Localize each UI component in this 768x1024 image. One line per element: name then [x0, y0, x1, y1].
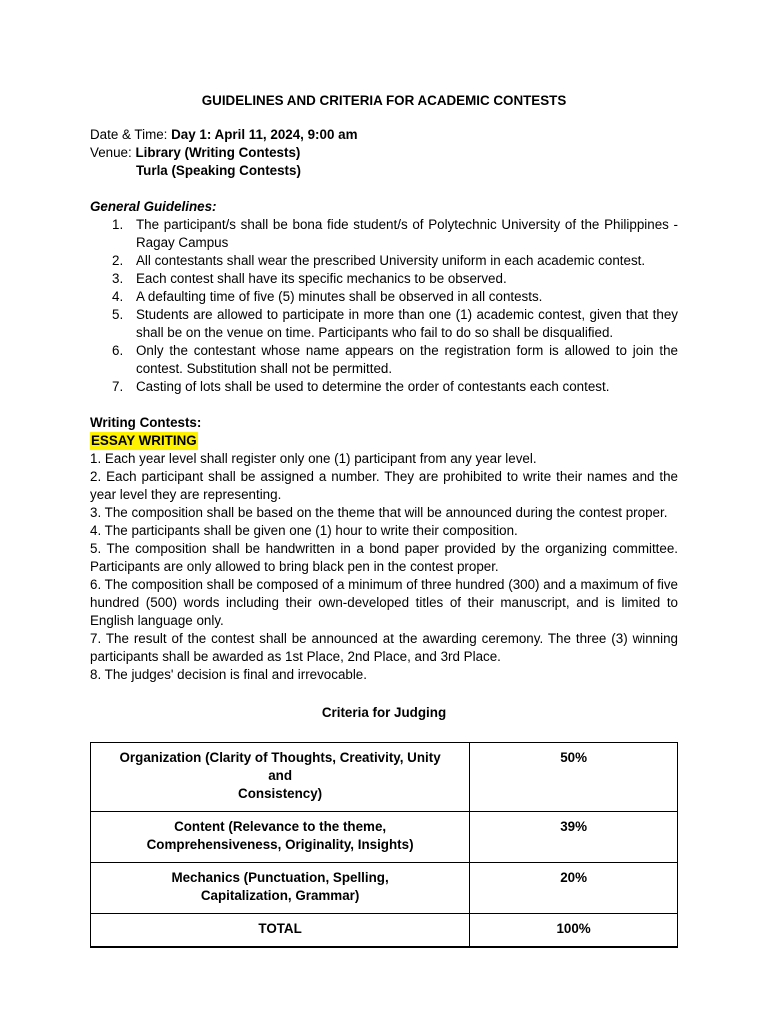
list-item: [90, 306, 678, 342]
percent-cell: 50%: [470, 743, 678, 812]
rule-item: 1. Each year level shall register only one (1) participant from any year level.: [90, 451, 537, 466]
document-title: GUIDELINES AND CRITERIA FOR ACADEMIC CONTESTS: [201, 93, 567, 108]
date-time-value: Day 1: April 11, 2024, 9:00 am: [171, 127, 358, 142]
list-item-text: The participant/s shall be bona fide student/s of Polytechnic University of the Philippines - Ragay Campus: [136, 217, 678, 250]
percent-cell: 39%: [470, 812, 678, 863]
criterion-cell: [91, 743, 470, 812]
list-item: [90, 216, 678, 252]
list-item-number: 3.: [112, 271, 124, 286]
list-item-text: Students are allowed to participate in more than one (1) academic contest, given that they shall be on the venue on time. Participants who fail to do so shall be disqualified.: [136, 307, 678, 340]
list-item: [90, 378, 678, 396]
list-item-number: 4.: [112, 289, 124, 304]
criterion-line: Mechanics (Punctuation, Spelling,: [171, 870, 389, 885]
writing-contests-heading: Writing Contests:: [90, 415, 202, 430]
venue-line: [90, 144, 678, 162]
list-item-text: A defaulting time of five (5) minutes shall be observed in all contests.: [136, 289, 543, 304]
table-row: [91, 743, 678, 812]
criterion-cell: [91, 863, 470, 914]
list-item-number: 2.: [112, 253, 124, 268]
list-item-text: Casting of lots shall be used to determine the order of contestants each contest.: [136, 379, 610, 394]
general-guidelines-list: [90, 216, 678, 396]
total-label-cell: TOTAL: [91, 914, 470, 948]
essay-rules: [90, 450, 678, 684]
rule-item: 7. The result of the contest shall be announced at the awarding ceremony. The three (3) winning participants shall be awarded as 1st Place, 2nd Place, and 3rd Place.: [90, 631, 678, 664]
total-percent-cell: 100%: [470, 914, 678, 948]
list-item-text: Only the contestant whose name appears on the registration form is allowed to join the contest. Substitution shall not be permitted.: [136, 343, 678, 376]
list-item: [90, 270, 678, 288]
essay-writing-heading: ESSAY WRITING: [91, 433, 197, 448]
list-item: [90, 342, 678, 378]
list-item-number: 1.: [112, 217, 124, 232]
list-item: [90, 288, 678, 306]
rule-item: 5. The composition shall be handwritten in a bond paper provided by the organizing committee. Participants are only allowed to bring black pen in the contest proper.: [90, 541, 678, 574]
rule-item: 3. The composition shall be based on the theme that will be announced during the contest proper.: [90, 505, 668, 520]
date-time-line: [90, 126, 678, 144]
document-body: [90, 92, 678, 948]
rule-item: 2. Each participant shall be assigned a number. They are prohibited to write their names and the year level they are representing.: [90, 469, 678, 502]
list-item: [90, 252, 678, 270]
list-item-text: All contestants shall wear the prescribed University uniform in each academic contest.: [136, 253, 646, 268]
date-time-label: Date & Time:: [90, 127, 168, 142]
table-row: [91, 812, 678, 863]
rule-item: 4. The participants shall be given one (1) hour to write their composition.: [90, 523, 518, 538]
criterion-cell: [91, 812, 470, 863]
list-item-number: 6.: [112, 343, 124, 358]
criterion-line: Capitalization, Grammar): [200, 888, 360, 903]
criterion-line: Organization (Clarity of Thoughts, Creativity, Unity and: [119, 750, 441, 783]
list-item-number: 7.: [112, 379, 124, 394]
criteria-table: [90, 742, 678, 948]
criterion-line: Comprehensiveness, Originality, Insights): [146, 837, 414, 852]
rule-item: 6. The composition shall be composed of a minimum of three hundred (300) and a maximum of five hundred (500) words including their own-developed titles of their manuscript, and is limited to English language only.: [90, 577, 678, 628]
venue-library: Library (Writing Contests): [135, 145, 301, 160]
total-row: [91, 914, 678, 948]
list-item-text: Each contest shall have its specific mechanics to be observed.: [136, 271, 507, 286]
table-row: [91, 863, 678, 914]
percent-cell: 20%: [470, 863, 678, 914]
criterion-line: Content (Relevance to the theme,: [174, 819, 387, 834]
list-item-number: 5.: [112, 307, 124, 322]
general-guidelines-heading: General Guidelines:: [90, 199, 217, 214]
venue-label: Venue:: [90, 145, 132, 160]
criteria-title: Criteria for Judging: [321, 705, 447, 720]
rule-item: 8. The judges' decision is final and irrevocable.: [90, 667, 367, 682]
venue-turla: Turla (Speaking Contests): [136, 163, 301, 178]
criterion-line: Consistency): [238, 786, 323, 801]
